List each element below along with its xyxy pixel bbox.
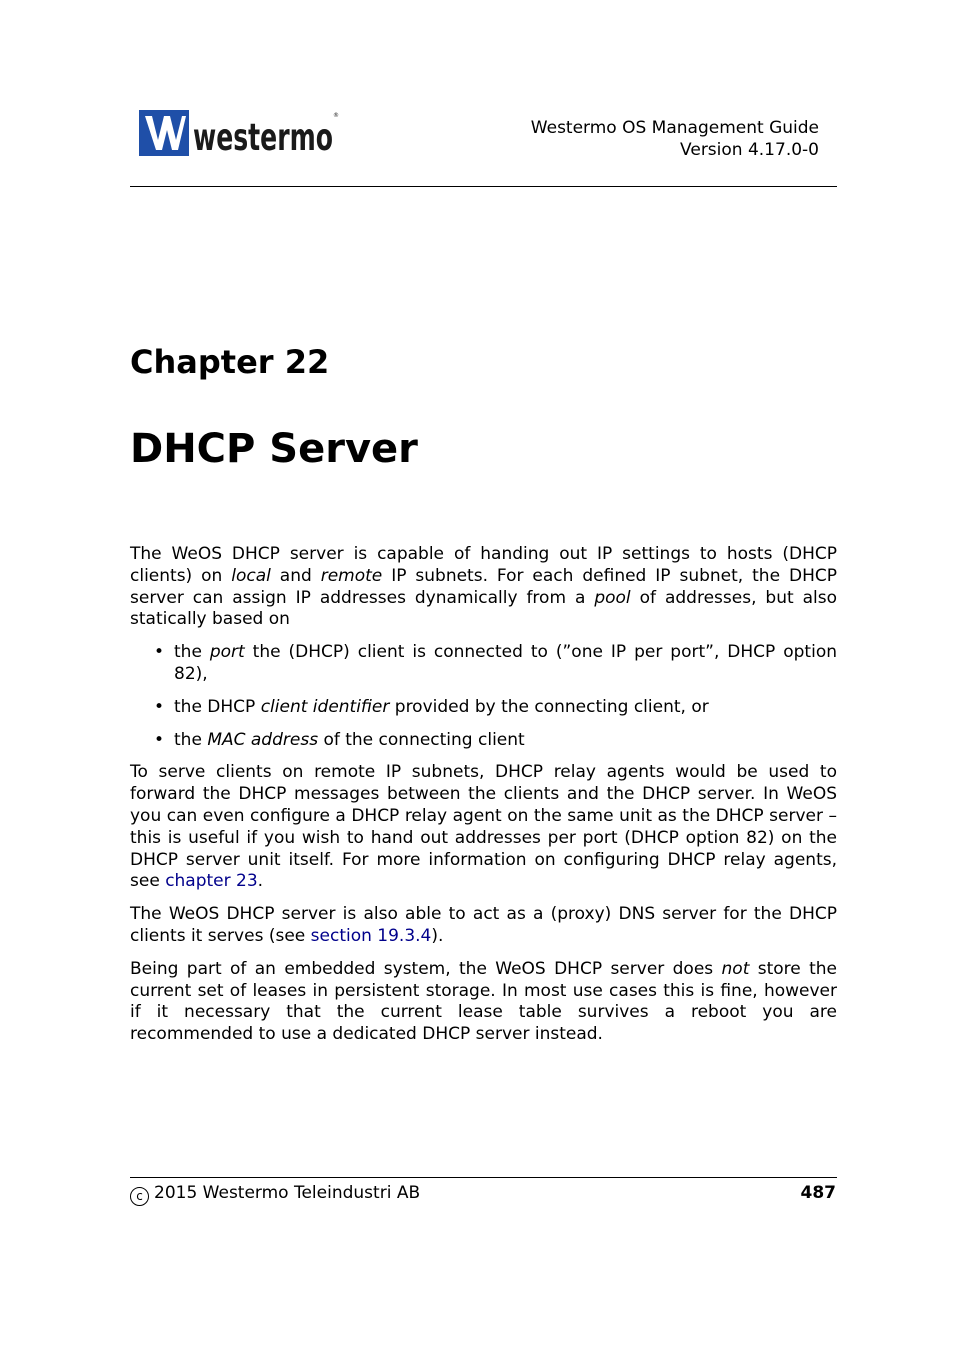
copyright-icon: c: [130, 1187, 149, 1206]
document-header: [531, 117, 819, 161]
intro-paragraph: The WeOS DHCP server is capable of handing out IP settings to hosts (DHCP clients) on local and remote IP subnets. For each defined IP subnet, the DHCP server can assign IP addresses dynamically from a pool of addresses, but also statically based on: [130, 544, 838, 630]
footer-divider: [130, 1177, 837, 1178]
svg-text:®: ®: [333, 112, 339, 119]
bullet-icon: •: [154, 696, 165, 717]
list-item: • the port the (DHCP) client is connected to (”one IP per port”, DHCP option 82),: [154, 642, 837, 684]
chapter-body: [130, 544, 837, 1057]
bullet-icon: •: [154, 642, 165, 663]
list-item: • the MAC address of the connecting client: [154, 729, 525, 750]
assignment-methods-list: [130, 642, 837, 751]
svg-text:westermo: westermo: [193, 116, 333, 158]
chapter-23-link[interactable]: chapter 23: [165, 871, 258, 892]
list-item: • the DHCP client identifier provided by the connecting client, or: [154, 696, 709, 717]
chapter-label: Chapter 22: [130, 343, 330, 381]
embedded-paragraph: Being part of an embedded system, the WeOS DHCP server does not store the current set of leases in persistent storage. In most use cases this is fine, however if it necessary that the current lease table survives a reboot you are recommended to use a dedicated DHCP server instead.: [130, 958, 837, 1045]
guide-version: Version 4.17.0-0: [680, 140, 819, 160]
guide-title: Westermo OS Management Guide: [530, 118, 819, 138]
copyright-text: 2015 Westermo Teleindustri AB: [154, 1183, 421, 1203]
section-19-3-4-link[interactable]: section 19.3.4: [310, 925, 432, 946]
westermo-logo: [139, 110, 339, 158]
dns-paragraph: The WeOS DHCP server is also able to act as a (proxy) DNS server for the DHCP clients it serves (see section 19.3.4).: [130, 904, 837, 946]
header-divider: [130, 186, 837, 187]
copyright-notice: [130, 1183, 420, 1206]
bullet-icon: •: [154, 729, 165, 750]
page-number: 487: [800, 1183, 836, 1203]
chapter-title: DHCP Server: [130, 426, 418, 472]
relay-paragraph: To serve clients on remote IP subnets, DHCP relay agents would be used to forward the DHCP messages between the clients and the DHCP server. In WeOS you can even configure a DHCP relay agent on the same unit as the DHCP server – this is useful if you wish to hand out addresses per port (DHCP option 82) on the DHCP server unit itself. For more information on configuring DHCP relay agents, see chapter 23.: [130, 762, 837, 892]
